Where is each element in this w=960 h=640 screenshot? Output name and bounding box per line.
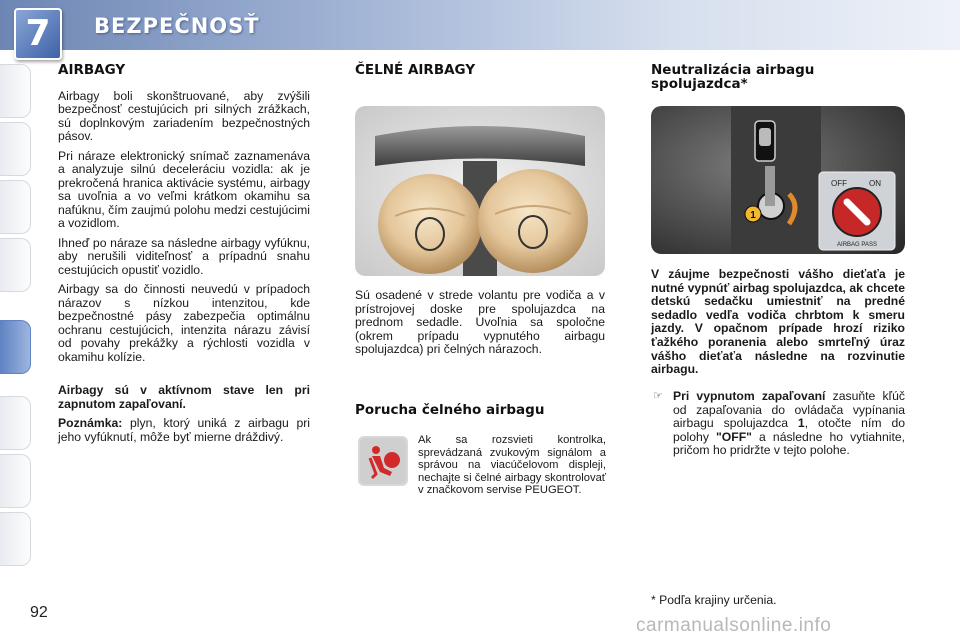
side-tab[interactable] — [0, 396, 31, 450]
paragraph: Airbagy boli skonštruované, aby zvýšili bezpečnosť cestujúcich pri silných zrážkach, sú doplnkovým zariadením bezpečnostných pásov. — [58, 88, 310, 143]
page-number: 92 — [30, 604, 48, 621]
note-text: plyn, ktorý uniká z airbagu pri jeho vyfúknutí, môže byť mierne dráždivý. — [58, 416, 310, 444]
column-front-airbags-heading — [355, 64, 605, 90]
bullet-off-label: "OFF" — [716, 429, 752, 444]
child-safety-warning: V záujme bezpečnosti vášho dieťaťa je nutné vypnúť airbag spolujazdca, ak chcete detskú sedačku umiestniť na predné sedadlo vedľa vodiča chrbtom k smeru jazdy. V opačnom prípade hrozí riziko ťažkého poranenia alebo smrteľný úraz vášho dieťaťa následne na rozvinutie airbagu. — [651, 267, 905, 377]
side-tab[interactable] — [0, 454, 31, 508]
side-tab[interactable] — [0, 238, 31, 292]
section-heading-neutralizacia: Neutralizácia airbagu spolujazdca* — [651, 62, 815, 92]
switch-label-off: OFF — [831, 179, 847, 188]
section-heading-airbagy: AIRBAGY — [58, 62, 126, 78]
side-tab[interactable] — [0, 512, 31, 566]
paragraph: Ihneď po náraze sa následne airbagy vyfúknu, aby nerušili viditeľnosť a prípadnú snahu cestujúcich opustiť vozidlo. — [58, 235, 310, 277]
column-airbags — [58, 64, 310, 450]
side-tab[interactable] — [0, 180, 31, 234]
paragraph-active-state: Airbagy sú v aktívnom stave len pri zapnutom zapaľovaní. — [58, 383, 310, 411]
side-tab-active[interactable] — [0, 320, 31, 374]
bullet-text: , otočte ním do polohy — [673, 416, 905, 444]
pointing-hand-icon: ☞ — [653, 390, 663, 402]
bullet-text: zasuňte kľúč od zapaľovania do ovládača vypínania airbagu spolujazdca — [673, 389, 905, 431]
paragraph: Pri náraze elektronický snímač zaznamenáva a analyzuje silnú deceleráciu vozidla: ak je prekročená hranica aktivácie systému, airbagy sa uvoľnia a vo veľmi krátkom okamihu sa nafúknu, čím zaujmú polohu medzi cestujúcimi a vozidlom. — [58, 148, 310, 230]
footnote: * Podľa krajiny určenia. — [651, 593, 777, 607]
airbag-switch-illustration — [651, 106, 905, 254]
callout-number: 1 — [750, 210, 756, 221]
bullet-bold-text: Pri vypnutom zapaľovaní — [673, 389, 826, 403]
column-neutralization-heading — [651, 64, 905, 103]
front-airbags-illustration — [355, 106, 605, 276]
airbag-warning-icon — [358, 436, 408, 486]
note-label: Poznámka: — [58, 416, 123, 430]
side-tab[interactable] — [0, 64, 31, 118]
side-tab[interactable] — [0, 122, 31, 176]
warning-text: Ak sa rozsvieti kontrolka, sprevádzaná zvukovým signálom a správou na viacúčelovom displeji, nechajte si čelné airbagy skontrolovať v značkovom servise PEUGEOT. — [418, 434, 606, 497]
section-heading-celne-airbagy: ČELNÉ AIRBAGY — [355, 62, 476, 78]
instruction-bullet — [651, 390, 905, 458]
switch-label-airbag-pass: AIRBAG PASS — [837, 242, 877, 248]
front-airbags-description: Sú osadené v strede volantu pre vodiča a v prístrojovej doske pre spolujazdca na prednom sedadle. Uvoľnia sa spoločne (okrem prípadu vypnutého airbagu spolujazdca) pri čelných nárazoch. — [355, 288, 605, 356]
chapter-number-badge: 7 — [14, 8, 62, 60]
paragraph: Airbagy sa do činnosti neuvedú v prípadoch nárazov s nízkou intenzitou, kde bezpečnostné pásy zabezpečia optimálnu ochranu cestujúcich, intenzita nárazu závisí od povahy prekážky a rýchlosti vozidla v okamihu kolízie. — [58, 282, 310, 364]
section-heading-porucha: Porucha čelného airbagu — [355, 402, 545, 418]
watermark: carmanualsonline.info — [636, 615, 832, 636]
chapter-title: BEZPEČNOSŤ — [94, 14, 260, 38]
bullet-number: 1 — [797, 416, 805, 431]
note-paragraph — [58, 417, 310, 444]
switch-label-on: ON — [869, 179, 881, 188]
bullet-text: a následne ho vytiahnite, pričom ho pridržte v tejto polohe. — [673, 429, 905, 458]
